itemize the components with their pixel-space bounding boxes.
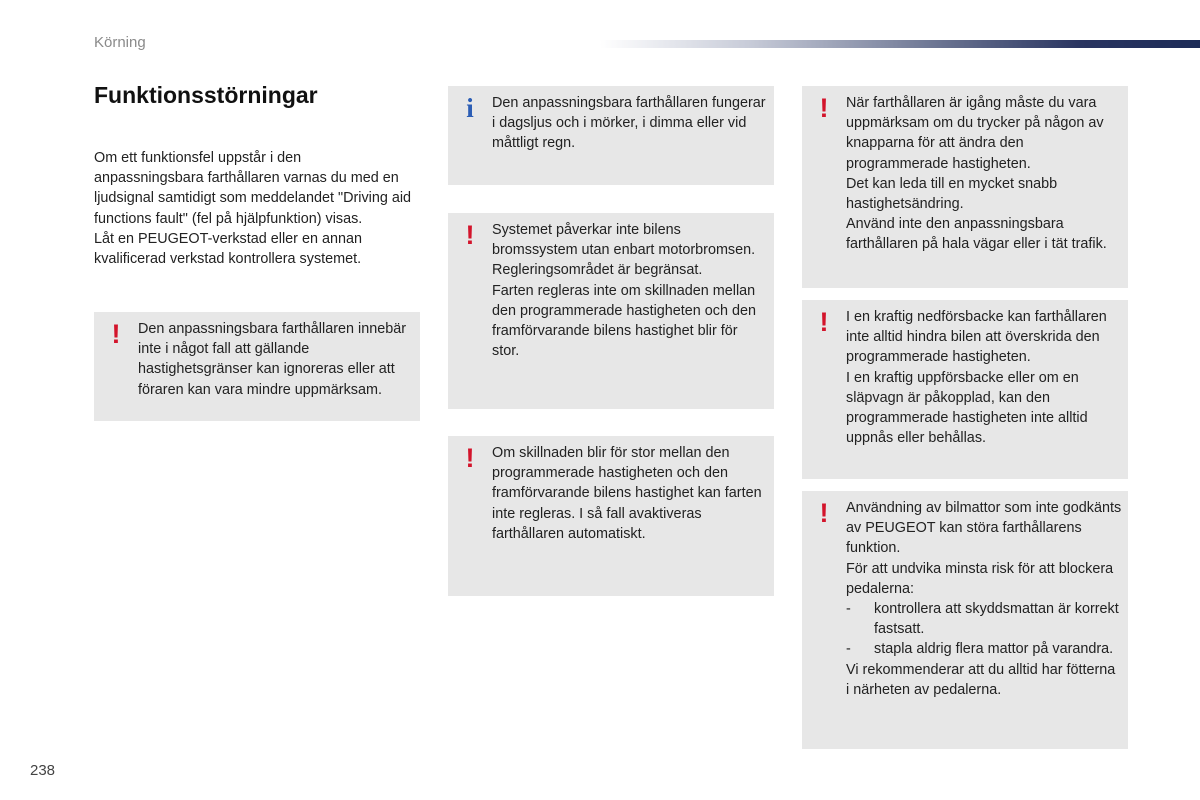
- warning-icon: !: [465, 443, 475, 473]
- warning-text-2: För att undvika minsta risk för att blockera pedalerna:: [846, 560, 1114, 597]
- bullet-dash: -: [846, 641, 851, 658]
- warning-text-2: I en kraftig uppförsbacke eller om en släpvagn är påkopplad, kan den programmerade hastigheten inte alltid uppnås eller behållas.: [846, 369, 1088, 447]
- list-item: [846, 639, 1122, 659]
- list-item-text: stapla aldrig flera mattor på varandra.: [874, 641, 1114, 658]
- warning-box-floor-mats: [802, 491, 1128, 749]
- info-text: Den anpassningsbara farthållaren fungerar i dagsljus och i mörker, i dimma eller vid måttligt regn.: [492, 95, 766, 152]
- warning-text-3: Farten regleras inte om skillnaden mellan den programmerade hastigheten och den framförvarande bilens hastighet blir för stor.: [492, 282, 757, 360]
- page-title: Funktionsstörningar: [94, 82, 318, 108]
- warning-text-1: Användning av bilmattor som inte godkänts av PEUGEOT kan störa farthållarens funktion.: [846, 500, 1122, 557]
- warning-text: Om skillnaden blir för stor mellan den programmerade hastigheten och den framförvarande bilens hastighet kan farten inte regleras. I så fall avaktiveras farthållaren automatiskt.: [492, 445, 762, 542]
- bullet-dash: -: [846, 601, 851, 618]
- section-label: Körning: [94, 34, 146, 51]
- warning-icon: !: [819, 93, 829, 123]
- bullet-list: [846, 599, 1122, 660]
- warning-text-3: Använd inte den anpassningsbara farthållaren på hala vägar eller i tät trafik.: [846, 216, 1107, 253]
- warning-text-1: I en kraftig nedförsbacke kan farthållaren inte alltid hindra bilen att överskrida den programmerade hastigheten.: [846, 309, 1107, 366]
- warning-text-1: När farthållaren är igång måste du vara uppmärksam om du trycker på någon av knapparna för att ändra den programmerade hastigheten.: [846, 95, 1104, 172]
- warning-box-speed-difference: [448, 436, 774, 596]
- info-box-conditions: [448, 86, 774, 185]
- warning-icon: !: [819, 498, 829, 528]
- intro-paragraph-2: Låt en PEUGEOT-verkstad eller en annan kvalificerad verkstad kontrollera systemet.: [94, 230, 362, 268]
- warning-icon: !: [111, 319, 121, 349]
- warning-icon: !: [465, 220, 475, 250]
- warning-icon: !: [819, 307, 829, 337]
- warning-box-speed-limits: [94, 312, 420, 421]
- warning-box-slopes: [802, 300, 1128, 479]
- warning-text: Den anpassningsbara farthållaren innebär inte i något fall att gällande hastighetsgränser kan ignoreras eller att föraren kan vara mindre uppmärksam.: [138, 321, 407, 398]
- warning-text-2: Det kan leda till en mycket snabb hastighetsändring.: [846, 175, 1058, 213]
- warning-box-attention: [802, 86, 1128, 288]
- warning-box-brakes: [448, 213, 774, 409]
- warning-text-1: Systemet påverkar inte bilens bromssystem utan enbart motorbromsen.: [492, 222, 756, 259]
- info-icon: i: [466, 93, 474, 123]
- intro-text: [94, 148, 414, 269]
- list-item: [846, 599, 1122, 639]
- page-number: 238: [30, 762, 56, 779]
- intro-paragraph-1: Om ett funktionsfel uppstår i den anpassningsbara farthållaren varnas du med en ljudsignal samtidigt som meddelandet "Driving aid functions fault" (fel på hjälpfunktion) visas.: [94, 150, 412, 227]
- warning-text-2: Regleringsområdet är begränsat.: [492, 262, 703, 279]
- list-item-text: kontrollera att skyddsmattan är korrekt fastsatt.: [874, 601, 1119, 638]
- warning-text-3: Vi rekommenderar att du alltid har fötterna i närheten av pedalerna.: [846, 661, 1116, 698]
- header-gradient-bar: [600, 40, 1200, 48]
